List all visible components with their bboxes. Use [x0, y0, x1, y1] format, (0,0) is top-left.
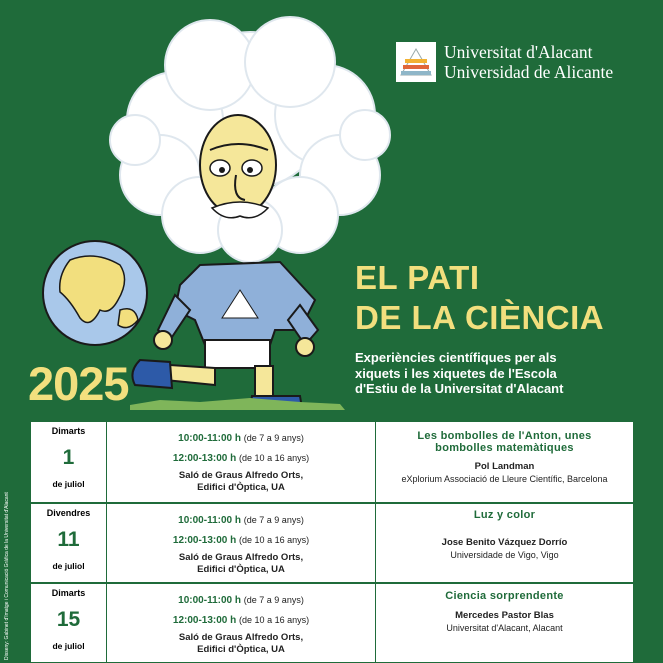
session-age-1: (de 7 a 9 anys) [243, 515, 304, 525]
venue-line-2: Edifici d'Òptica, UA [197, 644, 285, 655]
event-title [355, 258, 604, 338]
talk-title-line-2: bombolles matemàtiques [435, 442, 574, 454]
session-venue [107, 552, 375, 576]
talk-affiliation: eXplorium Associació de Lleure Científic, Barcelona [401, 474, 608, 484]
session-weekday: Dimarts [51, 426, 86, 436]
session-age-2: (de 10 a 16 anys) [239, 535, 310, 545]
session-age-2: (de 10 a 16 anys) [239, 615, 310, 625]
venue-line-1: Saló de Graus Alfredo Orts, [178, 552, 304, 563]
schedule-table [30, 421, 634, 663]
session-date [31, 504, 107, 582]
talk-affiliation: Universidade de Vigo, Vigo [450, 550, 559, 560]
side-credit: Disseny: Gabinet d'Imatge i Comunicació Gràfica de la Universitat d'Alacant [4, 492, 10, 660]
session-times [107, 422, 376, 502]
session-time-1: 10:00-11:00 h [178, 595, 241, 606]
session-month: de juliol [52, 641, 85, 651]
session-venue [107, 632, 375, 656]
subtitle-line-3: d'Estiu de la Universitat d'Alacant [355, 381, 564, 396]
event-year: 2025 [28, 357, 129, 410]
session-month: de juliol [52, 561, 85, 571]
talk-title-line-1: Les bombolles de l'Anton, unes [417, 430, 592, 442]
venue-line-2: Edifici d'Òptica, UA [197, 564, 285, 575]
session-time-1: 10:00-11:00 h [178, 515, 241, 526]
session-row [31, 504, 633, 582]
session-day: 15 [56, 608, 81, 631]
talk-speaker: Pol Landman [474, 461, 535, 472]
session-time-1: 10:00-11:00 h [178, 433, 241, 444]
session-time-2: 12:00-13:00 h [172, 615, 237, 626]
talk-speaker: Jose Benito Vázquez Dorrío [441, 537, 568, 548]
session-weekday: Divendres [46, 508, 91, 518]
logo-line-1: Universitat d'Alacant [444, 42, 593, 62]
session-time-2: 12:00-13:00 h [172, 535, 237, 546]
subtitle-line-2: xiquets i les xiquetes de l'Escola [355, 365, 557, 381]
venue-line-1: Saló de Graus Alfredo Orts, [178, 632, 304, 643]
session-row [31, 584, 633, 662]
talk-speaker: Mercedes Pastor Blas [455, 610, 554, 621]
venue-line-1: Saló de Graus Alfredo Orts, [178, 470, 304, 481]
session-talk [376, 584, 633, 662]
session-times [107, 584, 376, 662]
session-day: 1 [62, 446, 75, 469]
session-date [31, 422, 107, 502]
session-age-1: (de 7 a 9 anys) [243, 595, 304, 605]
talk-title-line-1: Ciencia sorprendente [445, 590, 564, 602]
session-age-2: (de 10 a 16 anys) [239, 453, 310, 463]
session-row [31, 422, 633, 502]
subtitle-line-1: Experiències científiques per als [355, 350, 557, 365]
session-weekday: Dimarts [51, 588, 86, 598]
session-date [31, 584, 107, 662]
session-time-2: 12:00-13:00 h [172, 453, 237, 464]
event-title-line-1: EL PATI [355, 259, 480, 296]
body [132, 262, 318, 408]
logo-line-2: Universidad de Alicante [444, 62, 614, 82]
globe-icon [43, 241, 147, 345]
venue-line-2: Edifici d'Òptica, UA [197, 482, 285, 493]
event-subtitle [355, 350, 655, 397]
session-talk [376, 422, 633, 502]
talk-affiliation: Universitat d'Alacant, Alacant [446, 623, 563, 633]
session-age-1: (de 7 a 9 anys) [243, 433, 304, 443]
grass [130, 398, 345, 410]
session-times [107, 504, 376, 582]
session-venue [107, 470, 375, 494]
session-day: 11 [57, 528, 80, 551]
session-talk [376, 504, 633, 582]
talk-title-line-1: Luz y color [473, 509, 536, 521]
session-month: de juliol [52, 479, 85, 489]
event-title-line-2: DE LA CIÈNCIA [355, 299, 605, 336]
